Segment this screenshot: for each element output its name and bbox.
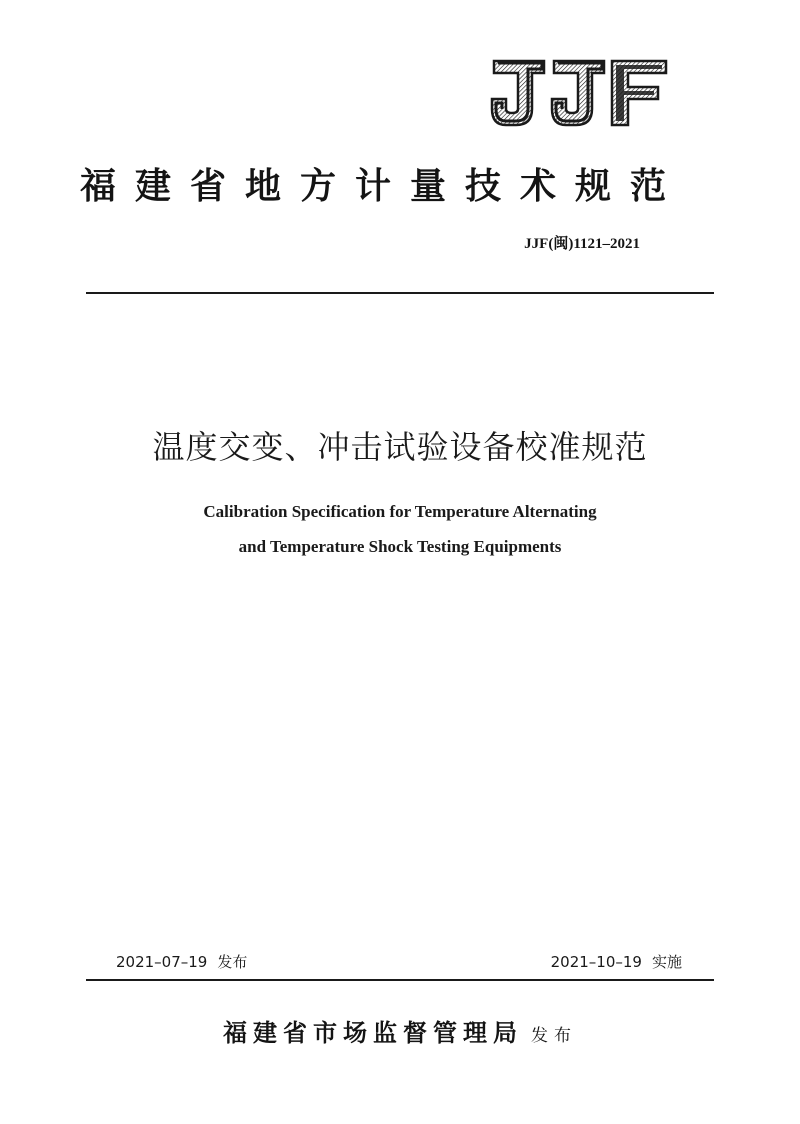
issue-date: 2021–07–19 bbox=[116, 953, 208, 971]
document-title-en-line2: and Temperature Shock Testing Equipments bbox=[238, 537, 562, 556]
implementation-date-line bbox=[551, 952, 682, 972]
document-number: JJF(闽)1121–2021 bbox=[524, 236, 640, 252]
jjf-logo bbox=[488, 55, 670, 131]
issue-label: 发布 bbox=[217, 953, 248, 971]
bottom-divider bbox=[86, 979, 714, 981]
logo-letter-j1 bbox=[492, 61, 544, 125]
issue-date-line bbox=[116, 952, 247, 972]
logo-letter-f bbox=[612, 61, 666, 125]
logo-letter-j2 bbox=[552, 61, 604, 125]
publisher-line bbox=[0, 1015, 800, 1054]
top-divider bbox=[86, 292, 714, 294]
implementation-label: 实施 bbox=[651, 953, 682, 971]
document-title-en-line1: Calibration Specification for Temperature Alternating bbox=[203, 502, 597, 521]
series-title: 福建省地方计量技术规范 bbox=[80, 165, 686, 207]
publisher-name: 福建省市场监督管理局 bbox=[223, 1018, 523, 1047]
document-title-zh: 温度交变、冲击试验设备校准规范 bbox=[152, 428, 648, 466]
implementation-date: 2021–10–19 bbox=[550, 953, 642, 971]
publisher-suffix: 发布 bbox=[531, 1026, 577, 1046]
